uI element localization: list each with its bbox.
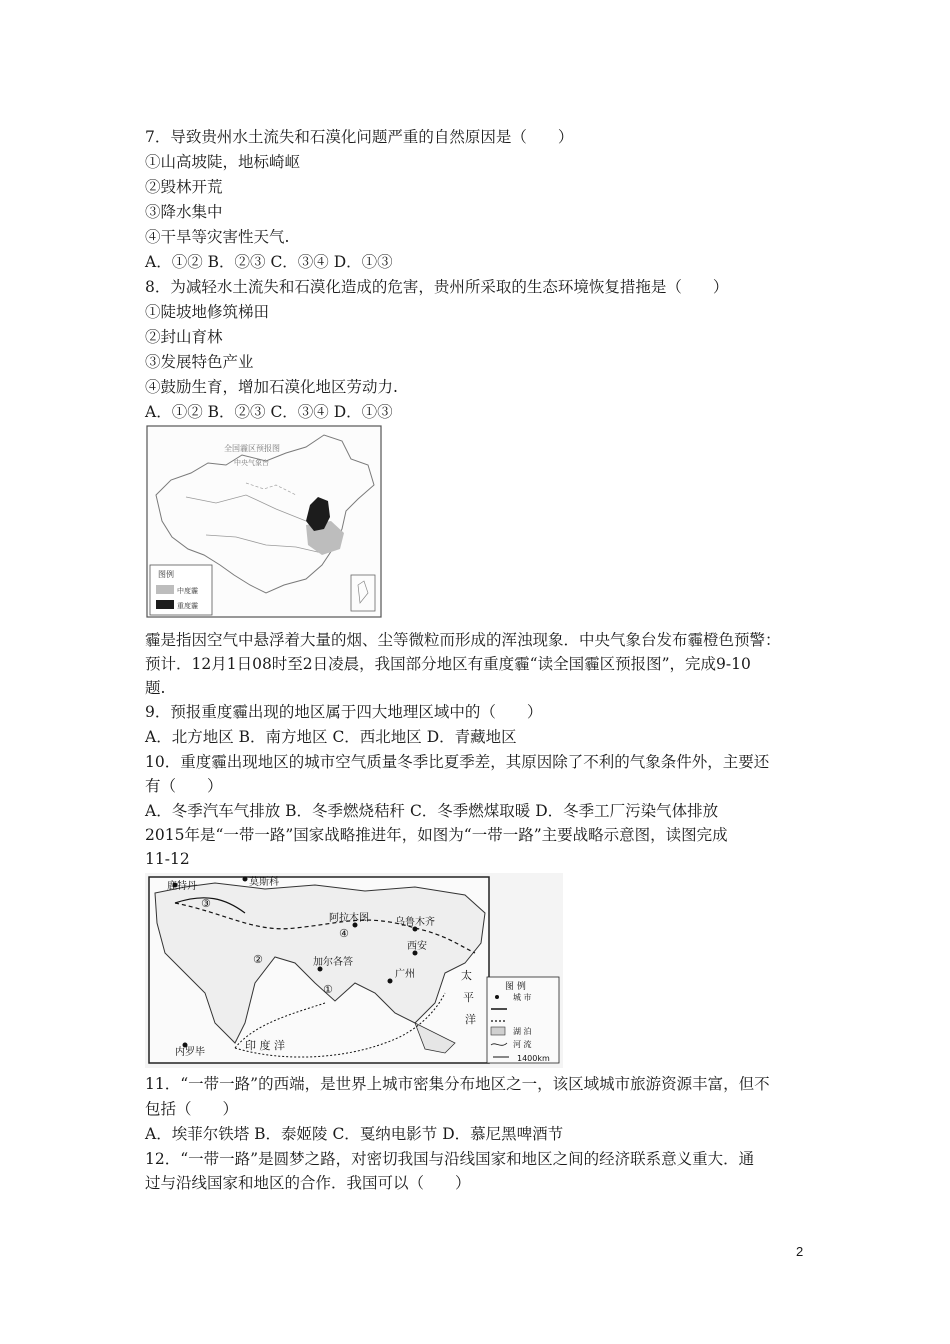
q12-stem-line-2: 过与沿线国家和地区的合作．我国可以（ ）	[145, 1174, 471, 1192]
belt-road-map	[145, 873, 563, 1068]
q7-item-2: ②毁林开荒	[145, 178, 223, 196]
q10-options: A．冬季汽车气排放 B．冬季燃烧秸秆 C．冬季燃煤取暖 D．冬季工厂污染气体排放	[145, 802, 719, 820]
intro-11-12-line-1: 2015年是“一带一路”国家战略推进年，如图为“一带一路”主要战略示意图，读图完成	[145, 826, 728, 844]
haze-forecast-map	[146, 425, 382, 618]
ocean-indian: 印 度 洋	[245, 1039, 285, 1052]
q12-stem-line-1: 12．“一带一路”是圆梦之路，对密切我国与沿线国家和地区之间的经济联系意义重大．通	[145, 1150, 755, 1168]
q10-stem-line-2: 有（ ）	[145, 777, 223, 795]
q10-stem-line-1: 10．重度霾出现地区的城市空气质量冬季比夏季差，其原因除了不利的气象条件外，主要还	[145, 753, 770, 771]
q11-stem-line-2: 包括（ ）	[145, 1100, 239, 1118]
map2-scale: 1400km	[517, 1054, 550, 1063]
map1-legend-title: 图例	[158, 570, 174, 579]
q9-options: A．北方地区 B．南方地区 C．西北地区 D．青藏地区	[145, 728, 517, 746]
map2-legend-city: 城 市	[513, 993, 532, 1002]
marker-1: ①	[323, 983, 333, 996]
q7-stem: 7．导致贵州水土流失和石漠化问题严重的自然原因是（ ）	[145, 128, 574, 146]
q7-item-4: ④干旱等灾害性天气.	[145, 228, 290, 246]
city-rotterdam: 鹿特丹	[167, 881, 197, 892]
q11-stem-line-1: 11．“一带一路”的西端，是世界上城市密集分布地区之一，该区域城市旅游资源丰富，但不	[145, 1075, 770, 1093]
intro-9-10-line-1: 霾是指因空气中悬浮着大量的烟、尘等微粒而形成的浑浊现象．中央气象台发布霾橙色预警：	[145, 631, 781, 649]
map2-legend-lake: 湖 泊	[513, 1027, 532, 1036]
city-kolkata: 加尔各答	[313, 957, 353, 968]
ocean-pacific-3: 洋	[465, 1013, 476, 1026]
map2-legend-title: 图 例	[505, 982, 526, 992]
page-number: 2	[796, 1244, 804, 1259]
intro-9-10-line-3: 题.	[145, 679, 166, 697]
q7-item-1: ①山高坡陡，地标崎岖	[145, 153, 301, 171]
marker-3: ③	[201, 897, 211, 910]
marker-4: ④	[339, 927, 349, 940]
intro-9-10-line-2: 预计．12月1日08时至2日凌晨，我国部分地区有重度霾“读全国霾区预报图”，完成9-10	[145, 655, 751, 673]
marker-2: ②	[253, 953, 263, 966]
map2-legend-river: 河 流	[513, 1040, 532, 1049]
q8-item-2: ②封山育林	[145, 328, 223, 346]
city-moscow: 莫斯科	[249, 877, 279, 888]
map1-legend-moderate: 中度霾	[177, 587, 198, 595]
intro-11-12-line-2: 11-12	[145, 850, 190, 868]
city-xian: 西安	[407, 941, 427, 952]
ocean-pacific-2: 平	[463, 991, 474, 1004]
q7-item-3: ③降水集中	[145, 203, 223, 221]
q8-options: A．①② B．②③ C．③④ D．①③	[145, 403, 393, 421]
q8-stem: 8．为减轻水土流失和石漠化造成的危害，贵州所采取的生态环境恢复措拖是（ ）	[145, 278, 729, 296]
city-urumqi: 乌鲁木齐	[395, 917, 435, 928]
map1-title: 全国霾区预报图	[224, 444, 280, 453]
q8-item-3: ③发展特色产业	[145, 353, 254, 371]
map1-source: 中央气象台	[234, 459, 269, 467]
q8-item-4: ④鼓励生育，增加石漠化地区劳动力.	[145, 378, 398, 396]
city-guangzhou: 广州	[395, 969, 415, 980]
q9-stem: 9．预报重度霾出现的地区属于四大地理区域中的（ ）	[145, 703, 543, 721]
map1-legend-heavy: 重度霾	[177, 602, 198, 610]
q11-options: A．埃菲尔铁塔 B．泰姬陵 C．戛纳电影节 D．慕尼黑啤酒节	[145, 1125, 564, 1143]
city-nairobi: 内罗毕	[175, 1047, 205, 1058]
city-almaty: 阿拉木图	[329, 913, 369, 924]
ocean-pacific-1: 太	[461, 969, 472, 982]
q8-item-1: ①陡坡地修筑梯田	[145, 303, 270, 321]
q7-options: A．①② B．②③ C．③④ D．①③	[145, 253, 393, 271]
